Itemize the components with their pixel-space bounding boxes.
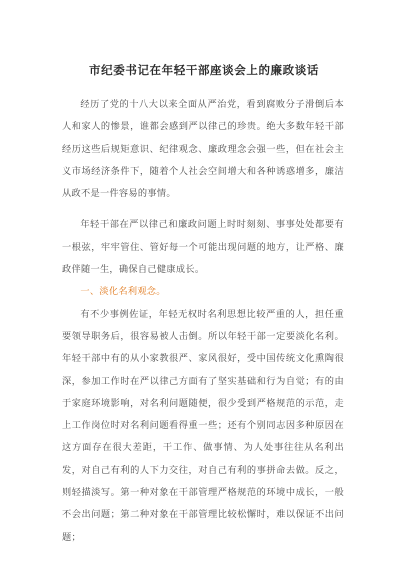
paragraph: 年轻干部在严以律己和廉政问题上时时刻刻、事事处处都要有一根弦，牢牢管住、管好每一个可能出现问题的地方，让严格、廉政伴随一生，确保自己健康成长。 xyxy=(62,219,344,276)
paragraph: 有不少事例佐证，年轻无权时名利思想比较严重的人，担任重要领导职务后，很容易被人击倒。所以年轻干部一定要淡化名利。年轻干部中有的从小家教很严、家风很好，受中国传统文化熏陶很深，参加工作时在严以律己方面有了坚实基础和行为自觉；有的由于家庭环境影响，对名利问题随便，很少受到严格规范的示范，走上工作岗位时对名利问题看得重一些；还有个别同志因多种原因在这方面存在很大差距，干工作、做事情、为人处事往往从名利出发，对自己有利的人下力交往，对自己有利的事拼命去做。反之，则轻描淡写。第一种对象在干部管理严格规范的环境中成长，一般不会出问题；第二种对象在干部管理比较松懈时，难以保证不出问题； xyxy=(62,308,344,543)
document-body xyxy=(62,94,344,555)
document-title: 市纪委书记在年轻干部座谈会上的廉政谈话 xyxy=(89,63,319,77)
section-heading: 一、淡化名利观念。 xyxy=(80,286,166,298)
paragraph: 经历了党的十八大以来全面从严治党，看到腐败分子滑倒后本人和家人的惨景，谁都会感到严以律己的珍贵。绝大多数年轻干部经历这些后规矩意识、纪律观念、廉政理念会强一些，但在社会主义市场经济条件下，随着个人社会空间增大和各种诱惑增多，廉洁从政不是一件容易的事情。 xyxy=(62,99,344,200)
